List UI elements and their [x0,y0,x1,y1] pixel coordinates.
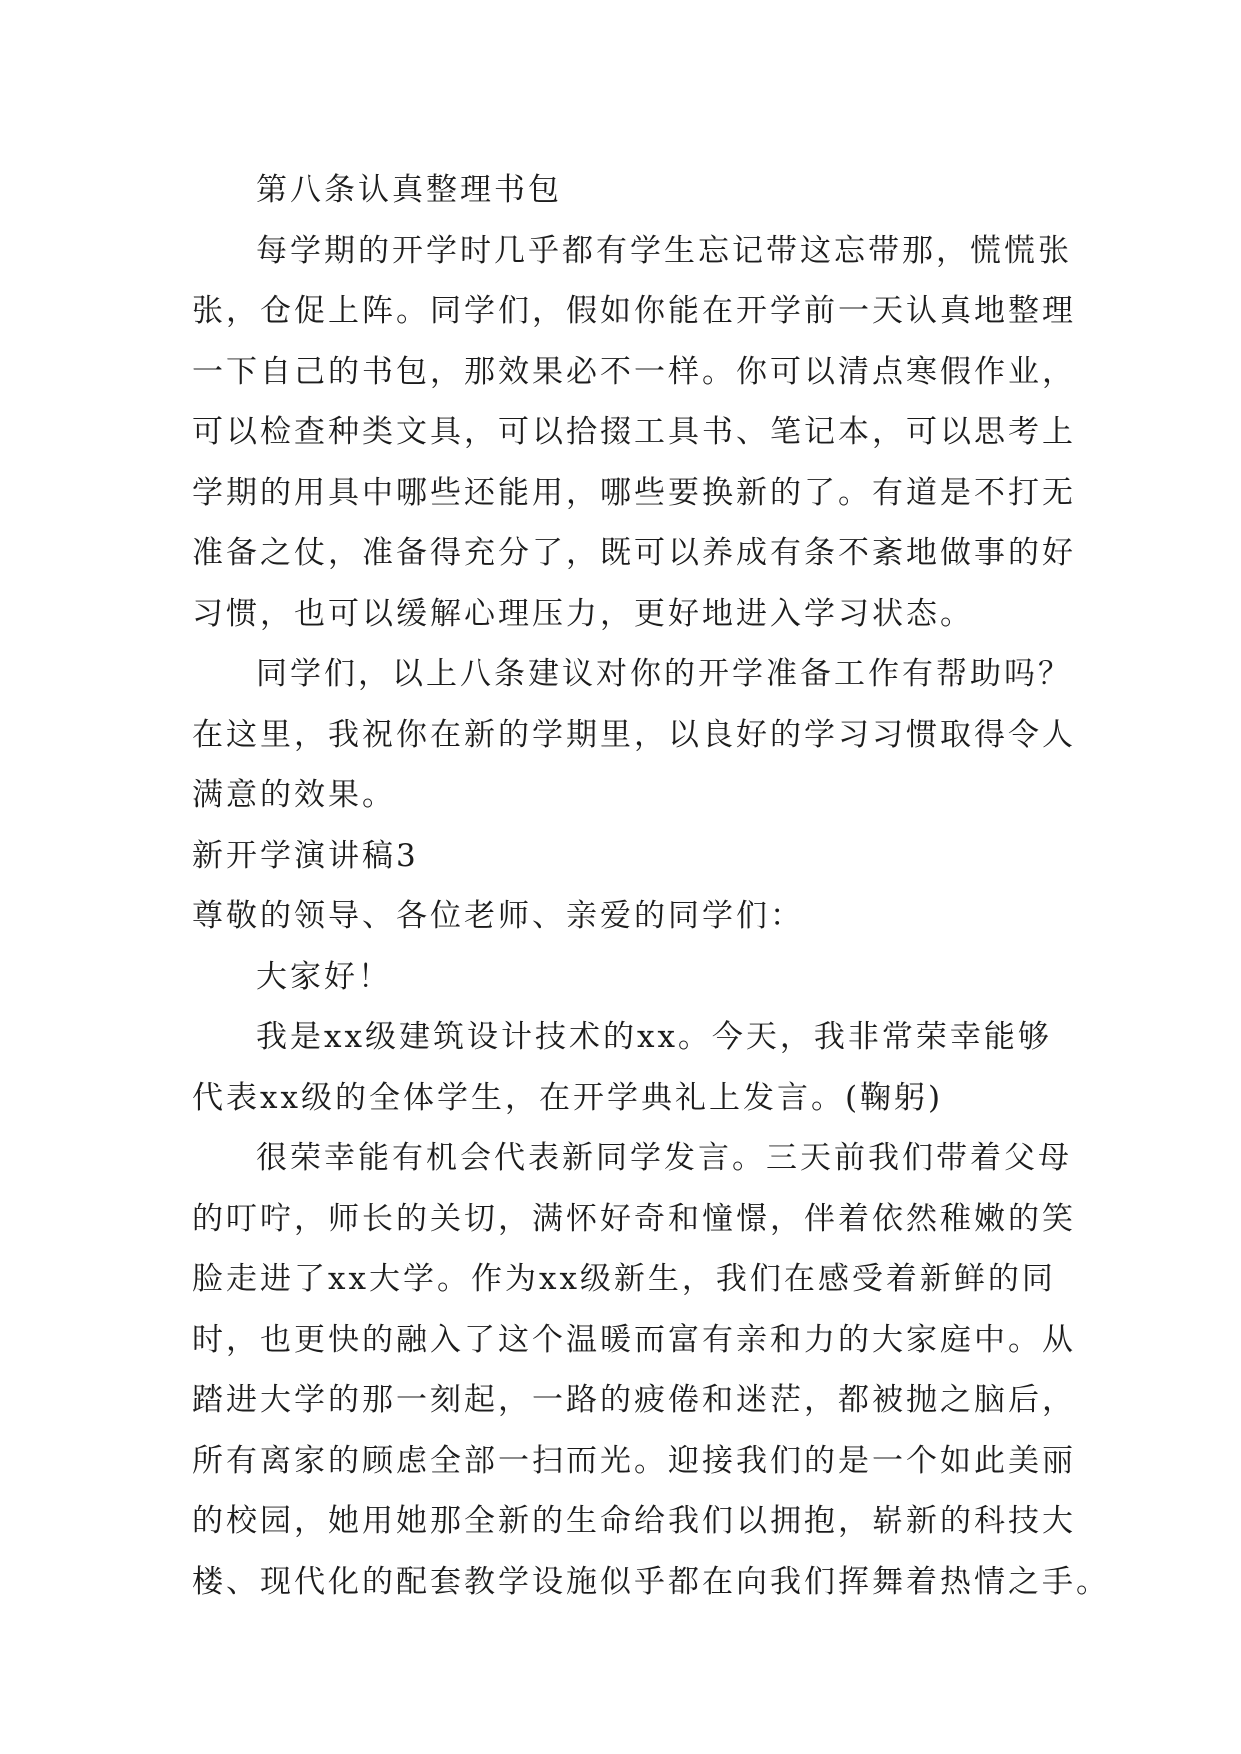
paragraph-line: 学期的用具中哪些还能用，哪些要换新的了。有道是不打无 [192,474,1076,511]
paragraph-line: 准备之仗，准备得充分了，既可以养成有条不紊地做事的好 [192,535,1076,571]
paragraph-line: 的校园，她用她那全新的生命给我们以拥抱，崭新的科技大 [192,1503,1076,1539]
paragraph-line: 很荣幸能有机会代表新同学发言。三天前我们带着父母 [256,1140,1072,1176]
section-title: 新开学演讲稿3 [192,837,419,874]
paragraph-line: 每学期的开学时几乎都有学生忘记带这忘带那，慌慌张 [256,232,1072,269]
paragraph-line: 脸走进了xx大学。作为xx级新生，我们在感受着新鲜的同 [192,1261,1056,1297]
paragraph-line: 在这里，我祝你在新的学期里，以良好的学习习惯取得令人 [192,716,1076,753]
paragraph-line: 可以检查种类文具，可以拾掇工具书、笔记本，可以思考上 [192,414,1076,450]
document-body [192,160,1110,1612]
paragraph-line: 满意的效果。 [192,777,396,813]
paragraph-line: 的叮咛，师长的关切，满怀好奇和憧憬，伴着依然稚嫩的笑 [192,1200,1076,1237]
paragraph-line: 张，仓促上阵。同学们，假如你能在开学前一天认真地整理 [192,293,1076,329]
paragraph-line: 代表xx级的全体学生，在开学典礼上发言。(鞠躬) [192,1079,944,1116]
paragraph-line: 习惯，也可以缓解心理压力，更好地进入学习状态。 [192,595,974,632]
paragraph-line: 时，也更快的融入了这个温暖而富有亲和力的大家庭中。从 [192,1321,1076,1358]
paragraph-line: 我是xx级建筑设计技术的xx。今天，我非常荣幸能够 [256,1019,1052,1055]
paragraph-line: 所有离家的顾虑全部一扫而光。迎接我们的是一个如此美丽 [192,1442,1076,1479]
paragraph-line: 一下自己的书包，那效果必不一样。你可以清点寒假作业， [192,353,1076,390]
paragraph-line: 楼、现代化的配套教学设施似乎都在向我们挥舞着热情之手。 [192,1563,1110,1600]
paragraph-line: 踏进大学的那一刻起，一路的疲倦和迷茫，都被抛之脑后， [192,1382,1076,1418]
greeting: 大家好！ [256,958,392,995]
salutation: 尊敬的领导、各位老师、亲爱的同学们： [192,898,804,934]
paragraph-line: 同学们，以上八条建议对你的开学准备工作有帮助吗？ [256,656,1072,692]
section-heading: 第八条认真整理书包 [256,172,562,208]
